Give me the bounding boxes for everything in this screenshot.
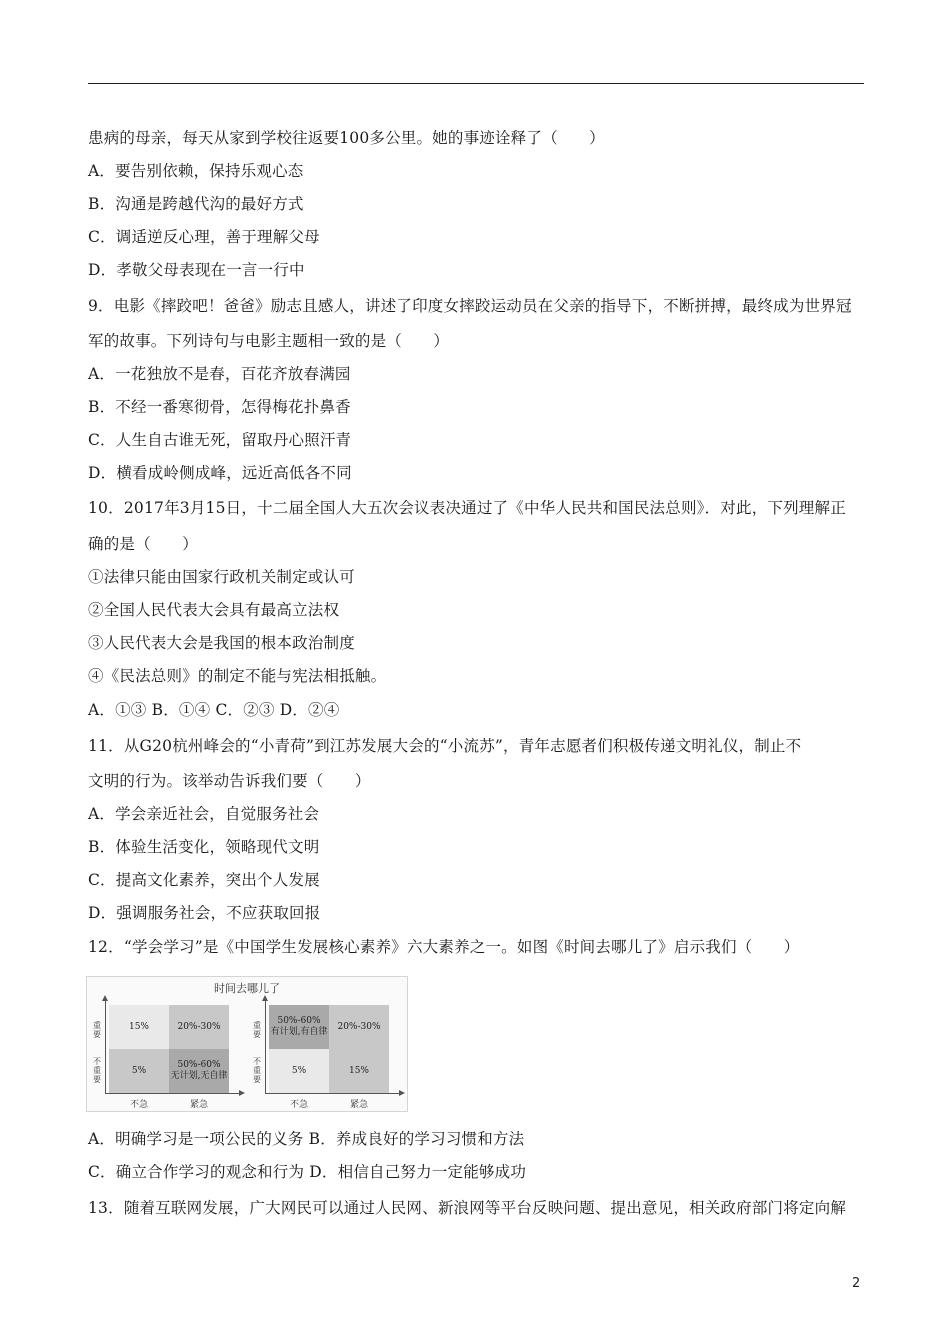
cell-not-important-not-urgent: 5% bbox=[269, 1049, 329, 1093]
option-line: A．学会亲近社会，自觉服务社会 bbox=[88, 805, 320, 823]
x-label-not-urgent: 不急 bbox=[289, 1100, 308, 1110]
statement-line: ③人民代表大会是我国的根本政治制度 bbox=[88, 634, 355, 652]
figure-title: 时间去哪儿了 bbox=[214, 982, 280, 995]
option-line: C．确立合作学习的观念和行为 D．相信自己努力一定能够成功 bbox=[88, 1163, 527, 1181]
right-matrix bbox=[247, 993, 407, 1111]
question-11: 11．从G20杭州峰会的“小青荷”到江苏发展大会的“小流苏”，青年志愿者们积极传递文明礼仪，制止不 bbox=[88, 737, 802, 755]
option-line: B．不经一番寒彻骨，怎得梅花扑鼻香 bbox=[88, 398, 351, 416]
cell-important-urgent: 20%-30% bbox=[169, 1005, 229, 1049]
option-line: D．横看成岭侧成峰，远近高低各不同 bbox=[88, 464, 352, 482]
x-label-not-urgent: 不急 bbox=[129, 1100, 148, 1110]
cell-important-urgent: 20%-30% bbox=[329, 1005, 389, 1049]
question-10: 10．2017年3月15日，十二届全国人大五次会议表决通过了《中华人民共和国民法总则》．对此，下列理解正 bbox=[88, 499, 846, 517]
statement-line: ④《民法总则》的制定不能与宪法相抵触。 bbox=[88, 667, 387, 685]
question-13: 13．随着互联网发展，广大网民可以通过人民网、新浪网等平台反映问题、提出意见，相关政府部门将定向解 bbox=[88, 1199, 847, 1217]
x-label-urgent: 紧急 bbox=[189, 1100, 208, 1110]
time-matrix-figure bbox=[86, 976, 408, 1112]
option-line: A．明确学习是一项公民的义务 B．养成良好的学习习惯和方法 bbox=[88, 1130, 525, 1148]
option-line: D．孝敬父母表现在一言一行中 bbox=[88, 261, 305, 279]
x-axis bbox=[105, 1093, 241, 1094]
option-line: B．体验生活变化，领略现代文明 bbox=[88, 838, 320, 856]
arrow-up-icon bbox=[262, 995, 268, 1001]
question-12: 12．“学会学习”是《中国学生发展核心素养》六大素养之一。如图《时间去哪儿了》启示我们（ ） bbox=[88, 938, 800, 956]
question-10-cont: 确的是（ ） bbox=[88, 535, 198, 553]
option-line: D．强调服务社会，不应获取回报 bbox=[88, 904, 321, 922]
left-matrix bbox=[87, 993, 247, 1111]
x-label-urgent: 紧急 bbox=[349, 1100, 368, 1110]
arrow-up-icon bbox=[102, 995, 108, 1001]
question-9-cont: 军的故事。下列诗句与电影主题相一致的是（ ） bbox=[88, 332, 450, 350]
text-line: 患病的母亲，每天从家到学校往返要100多公里。她的事迹诠释了（ ） bbox=[88, 129, 605, 147]
y-label-important: 重要 bbox=[253, 1021, 261, 1039]
arrow-right-icon bbox=[239, 1090, 245, 1096]
option-line: A．要告别依赖，保持乐观心态 bbox=[88, 162, 304, 180]
cell-not-important-urgent: 50%-60% 无计划,无自律 bbox=[169, 1049, 229, 1093]
header-rule bbox=[88, 83, 864, 84]
y-axis bbox=[265, 999, 266, 1093]
question-11-cont: 文明的行为。该举动告诉我们要（ ） bbox=[88, 772, 371, 790]
option-line: A．一花独放不是春，百花齐放春满园 bbox=[88, 365, 351, 383]
arrow-right-icon bbox=[399, 1090, 405, 1096]
cell-not-important-not-urgent: 5% bbox=[109, 1049, 169, 1093]
y-label-not-important: 不重要 bbox=[253, 1057, 261, 1084]
option-line: C．提高文化素养，突出个人发展 bbox=[88, 871, 320, 889]
option-line: C．调适逆反心理，善于理解父母 bbox=[88, 228, 320, 246]
question-9: 9．电影《摔跤吧！爸爸》励志且感人，讲述了印度女摔跤运动员在父亲的指导下，不断拼搏，最终成为世界冠 bbox=[88, 297, 852, 315]
cell-not-important-urgent: 15% bbox=[329, 1049, 389, 1093]
option-line: B．沟通是跨越代沟的最好方式 bbox=[88, 195, 304, 213]
cell-important-not-urgent: 15% bbox=[109, 1005, 169, 1049]
x-axis bbox=[265, 1093, 401, 1094]
y-label-not-important: 不重要 bbox=[93, 1057, 101, 1084]
y-label-important: 重要 bbox=[93, 1021, 101, 1039]
y-axis bbox=[105, 999, 106, 1093]
option-line: A．①③ B．①④ C．②③ D．②④ bbox=[88, 701, 340, 719]
statement-line: ①法律只能由国家行政机关制定或认可 bbox=[88, 568, 355, 586]
cell-important-not-urgent: 50%-60% 有计划,有自律 bbox=[269, 1005, 329, 1049]
page-number: 2 bbox=[852, 1276, 861, 1291]
option-line: C．人生自古谁无死，留取丹心照汗青 bbox=[88, 431, 352, 449]
statement-line: ②全国人民代表大会具有最高立法权 bbox=[88, 601, 340, 619]
